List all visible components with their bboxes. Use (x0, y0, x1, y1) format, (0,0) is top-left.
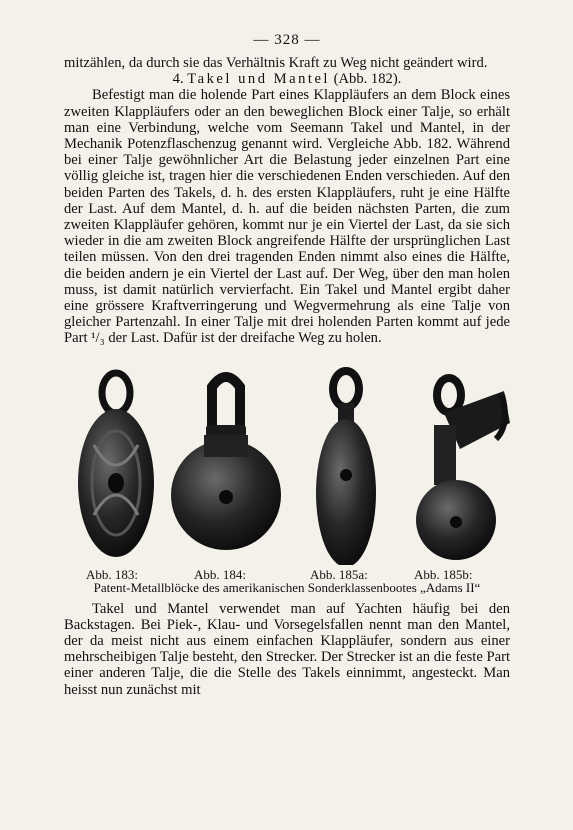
section-title: Takel und Mantel (187, 71, 330, 88)
blocks-illustration (64, 365, 510, 565)
block-185a-image (316, 371, 376, 565)
caption-185b: Abb. 185b: (414, 566, 473, 582)
caption-184: Abb. 184: (194, 566, 246, 582)
caption-183: Abb. 183: (86, 566, 138, 582)
block-184-image (171, 377, 281, 550)
figure-subcaption: Patent-Metallblöcke des amerikanischen Sonderklassenbootes „Adams II“ (93, 579, 481, 595)
block-185b-image (416, 378, 510, 560)
section-number: 4. (172, 71, 184, 88)
figure-captions (64, 567, 510, 581)
paragraph-2: Takel und Mantel verwendet man auf Yachten häufig bei den Backstagen. Bei Piek-, Klau- und Vorsegelsfallen nennt man den Mantel, der da meist nicht aus einem einfachen Klappläufer, sondern aus einer mehrscheibigen Talje besteht, den Strecker. Der Strecker ist an die feste Part einer anderen Talje, die die Stelle des Takels einnimmt, angesteckt. Man heisst nun zunächst mit (64, 600, 510, 698)
figure-plates (64, 365, 510, 565)
section-reference: (Abb. 182). (333, 71, 402, 88)
section-heading (64, 71, 510, 87)
page-body (64, 32, 510, 698)
caption-185a: Abb. 185a: (310, 566, 368, 582)
opening-text: mitzählen, da durch sie das Verhältnis Kraft zu Weg nicht geändert wird. (64, 55, 488, 71)
paragraph-1: Befestigt man die holende Part eines Klappläufers an dem Block eines zweiten Klappläufers oder an den beweglichen Block einer Talje, so erhält man eine Verbindung, welche vom Seemann Takel und Mantel, in der Mechanik Potenzflaschenzug genannt wird. Vergleiche Abb. 182. Während bei einer Talje gewöhnlicher Art die Belastung jeder einzelnen Part eine völlig gleiche ist, tragen hier die verschiedenen Enden verschieden. Auf den beiden Parten des Takels, d. h. des ersten Klappläufers, ruht je eine Hälfte der Last. Auf dem Mantel, d. h. auf die beiden nächsten Parten, die zum zweiten Klappläufer gehören, kommt nur je ein Viertel der Last, da sie sich wieder in die am zweiten Block angreifende Hälfte der ursprünglichen Last teilen müssen. Von den drei tragenden Enden nimmt also eines die Hälfte, die beiden andern je ein Viertel der Last auf. Der Weg, über den man holen muss, ist damit natürlich vervierfacht. Ein Takel und Mantel ergibt daher eine grössere Kraftverringerung und Wegvermehrung als eine Talje von gleicher Partenzahl. In einer Talje mit drei holenden Parten kommt auf jede Part ¹/₃ der Last. Dafür ist der dreifache Weg zu holen. (64, 87, 510, 347)
block-183-image (78, 373, 154, 557)
page-number: — 328 — (253, 32, 321, 48)
